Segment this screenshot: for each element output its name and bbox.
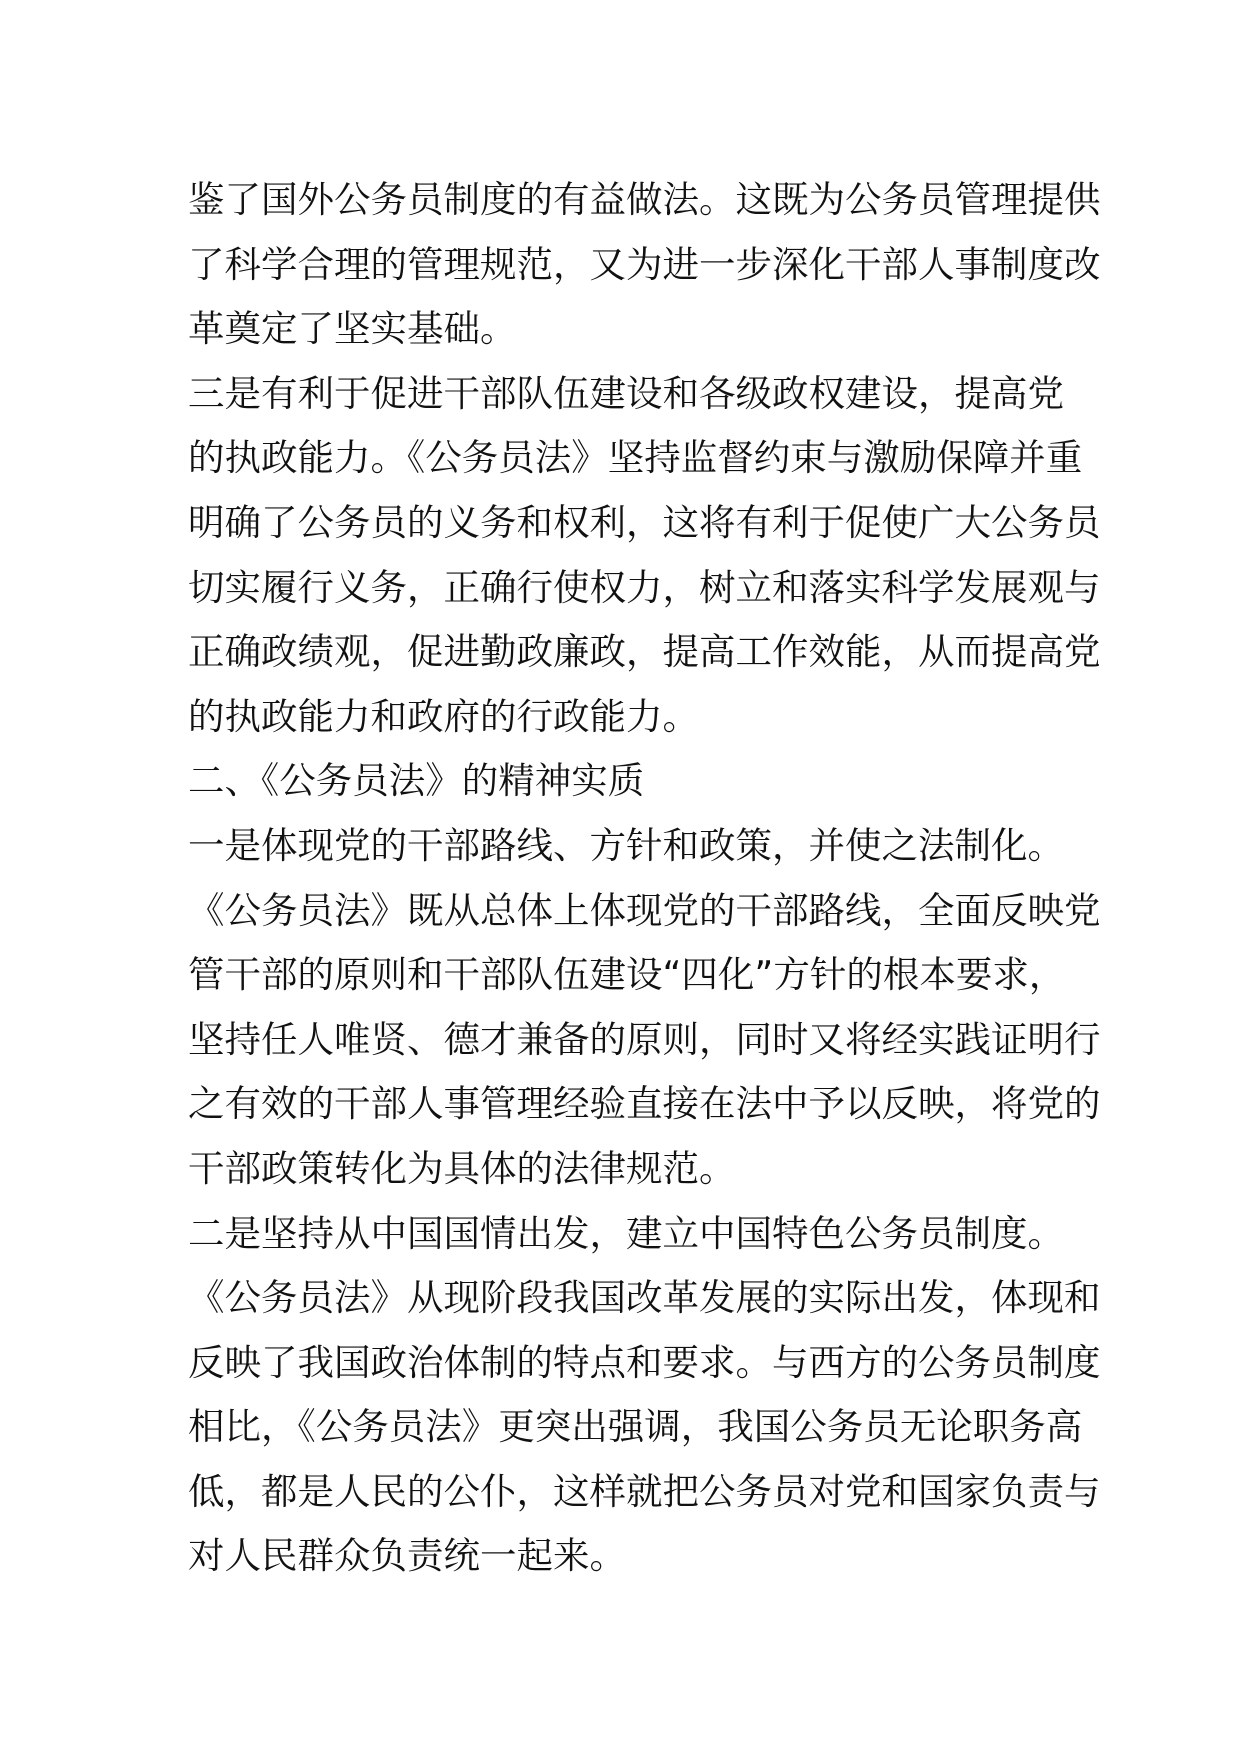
text-line: 了科学合理的管理规范，又为进一步深化干部人事制度改 [188,242,1101,286]
text-line: 《公务员法》既从总体上体现党的干部路线，全面反映党 [188,888,1101,932]
text-line: 的执政能力和政府的行政能力。 [188,694,699,738]
text-line: 之有效的干部人事管理经验直接在法中予以反映，将党的 [188,1082,1101,1126]
text-line: 切实履行义务，正确行使权力，树立和落实科学发展观与 [188,565,1101,609]
text-line: 坚持任人唯贤、德才兼备的原则，同时又将经实践证明行 [188,1017,1101,1061]
text-line: 相比，《公务员法》更突出强调，我国公务员无论职务高 [188,1405,1083,1449]
text-line: 革奠定了坚实基础。 [188,307,517,351]
text-line: 反映了我国政治体制的特点和要求。与西方的公务员制度 [188,1340,1101,1384]
text-line: 对人民群众负责统一起来。 [188,1534,626,1578]
text-line: 的执政能力。《公务员法》坚持监督约束与激励保障并重 [188,436,1083,480]
text-line: 管干部的原则和干部队伍建设“四化”方针的根本要求， [188,953,1066,997]
text-line: 正确政绩观，促进勤政廉政，提高工作效能，从而提高党 [188,630,1101,674]
text-line: 二是坚持从中国国情出发，建立中国特色公务员制度。 [188,1211,1064,1255]
text-line: 鉴了国外公务员制度的有益做法。这既为公务员管理提供 [188,178,1101,221]
body-text [188,168,1101,1589]
text-line: 低，都是人民的公仆，这样就把公务员对党和国家负责与 [188,1469,1101,1513]
text-line: 《公务员法》从现阶段我国改革发展的实际出发，体现和 [188,1276,1101,1320]
text-line: 明确了公务员的义务和权利，这将有利于促使广大公务员 [188,500,1101,544]
section-heading: 二、《公务员法》的精神实质 [188,759,645,803]
text-line: 三是有利于促进干部队伍建设和各级政权建设，提高党 [188,371,1064,415]
text-line: 一是体现党的干部路线、方针和政策，并使之法制化。 [188,823,1064,867]
text-line: 干部政策转化为具体的法律规范。 [188,1146,736,1190]
